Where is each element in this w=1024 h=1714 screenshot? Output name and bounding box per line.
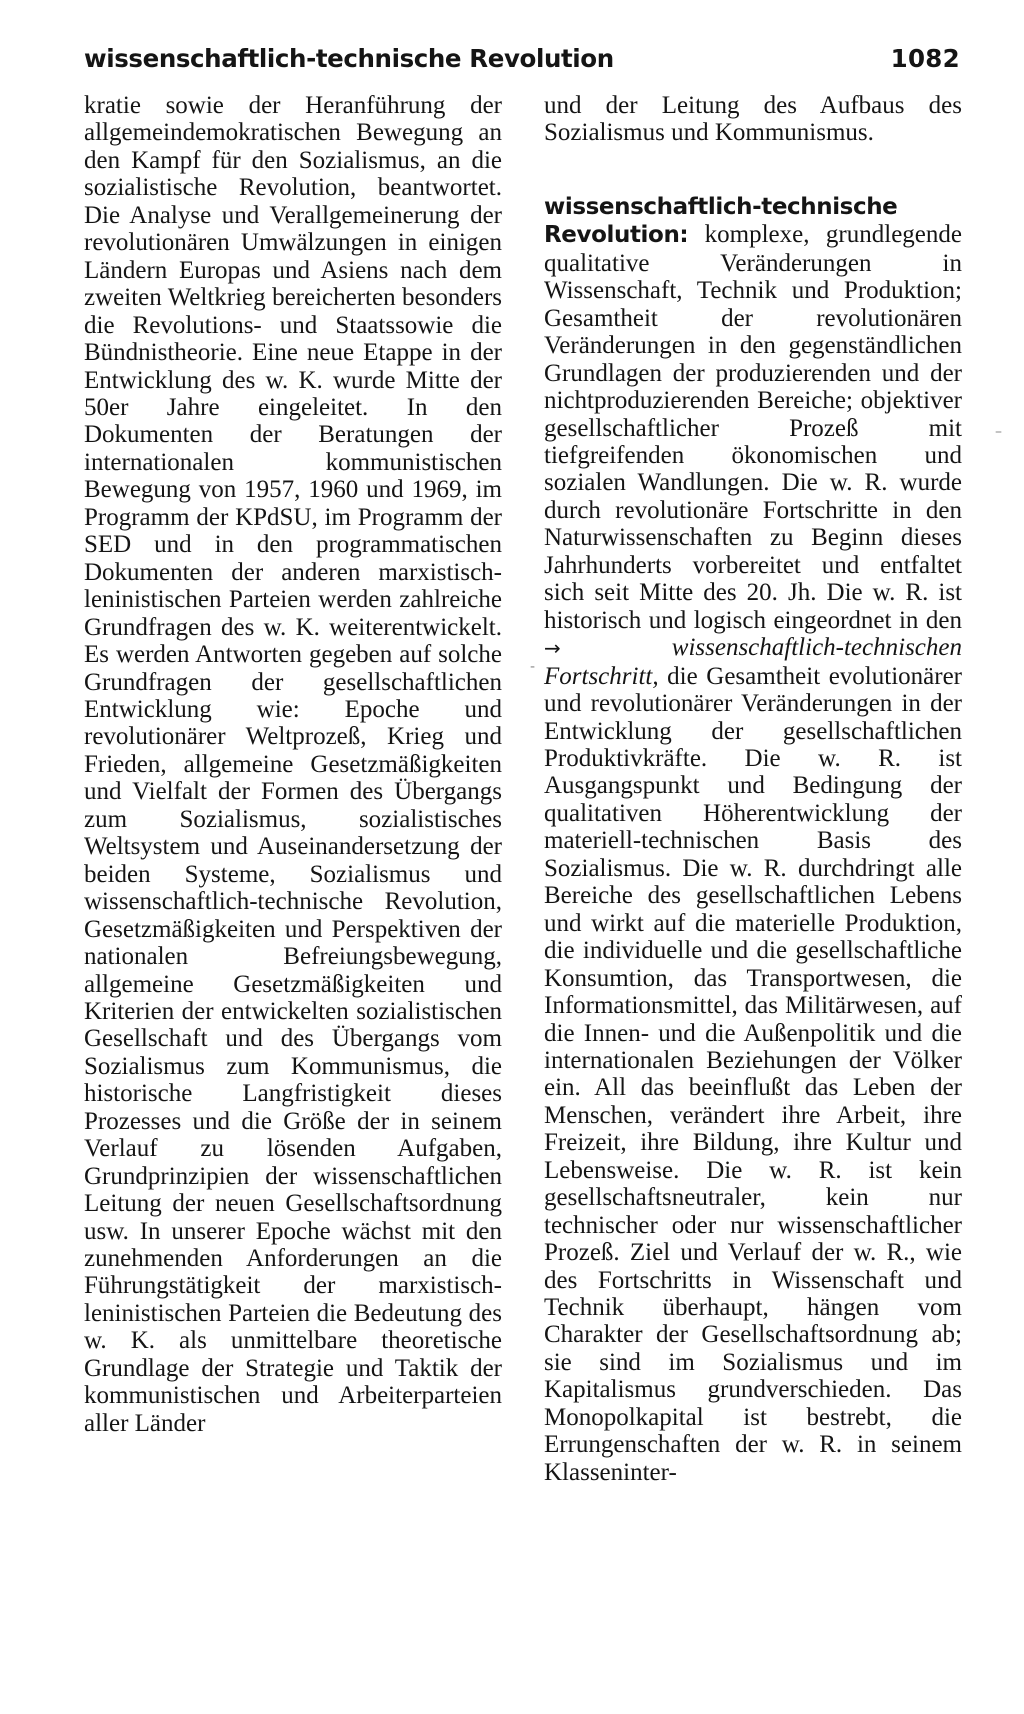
running-head-title: wissenschaftlich-technische Revolution [84, 44, 614, 73]
continued-entry-text: und der Leitung des Aufbaus des Sozialismus und Kommunismus. [544, 92, 962, 147]
right-column [544, 92, 962, 1486]
margin-mark: – [995, 424, 1002, 440]
entry-separator [544, 147, 962, 193]
page-number: 1082 [890, 44, 960, 73]
margin-mark: - [530, 659, 536, 675]
cross-reference-link[interactable]: wissenschaftlich-technischen Fortschritt, [544, 634, 962, 690]
left-column [84, 92, 502, 1437]
entry-lemma: wissenschaftlich-technische Revolution: [544, 193, 898, 249]
cross-reference-arrow-icon: → [544, 636, 561, 661]
running-head [84, 44, 960, 84]
entry-definition: komplexe, grundlegende qualitative Veränderungen in Wissenschaft, Technik und Produktion; Gesamtheit der revolutionären Veränderungen in den gegenständlichen Grundlagen der produzierenden und der nichtproduzierenden Bereiche; objektiver gesellschaftlicher Prozeß mit tiefgreifenden ökonomischen und sozialen Wandlungen. Die w. R. wurde durch revolutionäre Fortschritte in den Naturwissenschaften zu Beginn dieses Jahrhunderts vorbereitet und entfaltet sich seit Mitte des 20. Jh. Die w. R. ist historisch und logisch eingeordnet in den [544, 221, 962, 634]
entry-definition-continued: die Gesamtheit evolutionärer und revolutionärer Veränderungen in der Entwicklung der gesellschaftlichen Produktivkräfte. Die w. R. ist Ausgangspunkt und Bedingung der qualitativen Höherentwicklung der materiell-technischen Basis des Sozialismus. Die w. R. durchdringt alle Bereiche des gesellschaftlichen Lebens und wirkt auf die materielle Produktion, die individuelle und die gesellschaftliche Konsumtion, das Transportwesen, die Informationsmittel, das Militärwesen, auf die Innen- und die Außenpolitik und die internationalen Beziehungen der Völker ein. All das beeinflußt das Leben der Menschen, verändert ihre Arbeit, ihre Freizeit, ihre Bildung, ihre Kultur und Lebensweise. Die w. R. ist kein gesellschaftsneutraler, kein nur technischer oder nur wissenschaftlicher Prozeß. Ziel und Verlauf der w. R., wie des Fortschritts in Wissenschaft und Technik überhaupt, hängen vom Charakter der Gesellschaftsordnung ab; sie sind im Sozialismus und im Kapitalismus grundverschieden. Das Monopolkapital ist bestrebt, die Errungenschaften der w. R. in seinem Klasseninter- [544, 662, 962, 1486]
dictionary-entry [544, 193, 962, 1486]
left-column-text: kratie sowie der Heranführung der allgemeindemokratischen Bewegung an den Kampf für den Sozialismus, an die sozialistische Revolution, beantwortet. Die Analyse und Verallgemeinerung der revolutionären Umwälzungen in einigen Ländern Europas und Asiens nach dem zweiten Weltkrieg bereicherten besonders die Revolutions- und Staatssowie die Bündnistheorie. Eine neue Etappe in der Entwicklung des w. K. wurde Mitte der 50er Jahre eingeleitet. In den Dokumenten der Beratungen der internationalen kommunistischen Bewegung von 1957, 1960 und 1969, im Programm der KPdSU, im Programm der SED und in den programmatischen Dokumenten der anderen marxistisch-leninistischen Parteien werden zahlreiche Grundfragen des w. K. weiterentwickelt. Es werden Antworten gegeben auf solche Grundfragen der gesellschaftlichen Entwicklung wie: Epoche und revolutionärer Weltprozeß, Krieg und Frieden, allgemeine Gesetzmäßigkeiten und Vielfalt der Formen des Übergangs zum Sozialismus, sozialistisches Weltsystem und Auseinandersetzung der beiden Systeme, Sozialismus und wissenschaftlich-technische Revolution, Gesetzmäßigkeiten und Perspektiven der nationalen Befreiungsbewegung, allgemeine Gesetzmäßigkeiten und Kriterien der entwickelten sozialistischen Gesellschaft und des Übergangs vom Sozialismus zum Kommunismus, die historische Langfristigkeit dieses Prozesses und die Größe der in seinem Verlauf zu lösenden Aufgaben, Grundprinzipien der wissenschaftlichen Leitung der neuen Gesellschaftsordnung usw. In unserer Epoche wächst mit den zunehmenden Anforderungen an die Führungstätigkeit der marxistisch-leninistischen Parteien die Bedeutung des w. K. als unmittelbare theoretische Grundlage der Strategie und Taktik der kommunistischen und Arbeiterparteien aller Länder [84, 92, 502, 1437]
